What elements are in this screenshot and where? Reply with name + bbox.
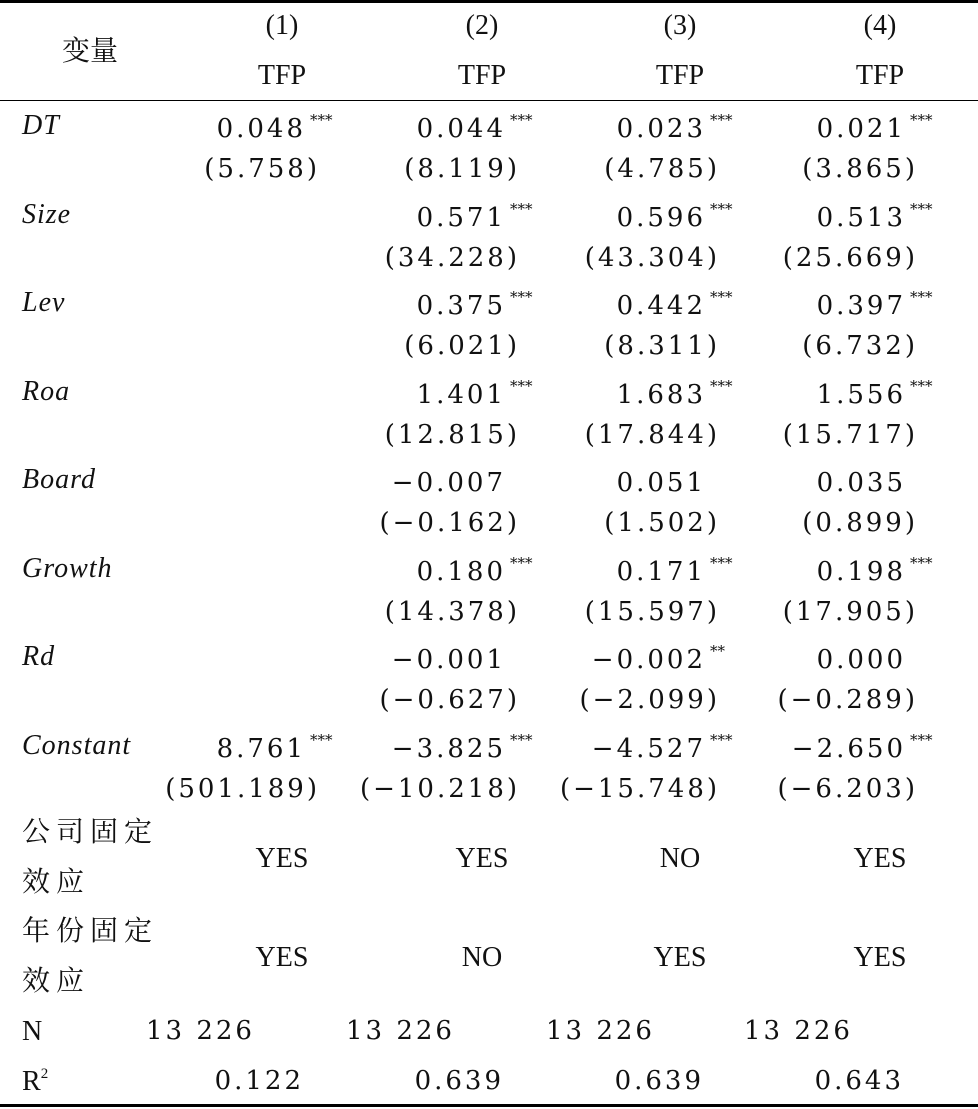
coefficient: −0.007 — [391, 468, 506, 498]
t-statistic: (−0.162) — [379, 508, 520, 538]
header-col-number: (2) — [465, 10, 499, 41]
t-statistic: (15.597) — [584, 597, 720, 627]
significance-stars: *** — [910, 200, 933, 218]
significance-stars: *** — [310, 111, 333, 129]
fixed-effect-value: YES — [255, 843, 309, 874]
significance-stars: *** — [710, 111, 733, 129]
t-statistic: (−6.203) — [777, 774, 918, 804]
coefficient: 0.198 *** — [816, 554, 933, 587]
t-statistic: (6.021) — [404, 331, 520, 361]
fixed-effect-value: YES — [455, 843, 509, 874]
table-bottom-rule — [0, 1104, 978, 1107]
r2-value: 0.122 — [214, 1066, 304, 1096]
r2-label: $R^2$ — [22, 1066, 49, 1097]
header-variable-label: 变量 — [61, 36, 119, 67]
significance-stars: *** — [710, 731, 733, 749]
significance-stars: *** — [710, 377, 733, 395]
fixed-effect-value: YES — [255, 942, 309, 973]
t-statistic: (8.119) — [404, 154, 520, 184]
t-statistic: (17.844) — [584, 420, 720, 450]
coefficient: 0.048 *** — [216, 111, 333, 144]
significance-stars: *** — [510, 377, 533, 395]
header-col-dep: TFP — [655, 60, 705, 91]
coefficient: −0.002 ** — [591, 642, 725, 675]
coefficient: 0.513 *** — [816, 200, 933, 233]
variable-name: Size — [22, 199, 72, 230]
t-statistic: (14.378) — [384, 597, 520, 627]
fixed-effect-label-cont: 效应 — [22, 865, 91, 898]
significance-stars: *** — [510, 111, 533, 129]
significance-stars: *** — [510, 731, 533, 749]
t-statistic: (25.669) — [782, 243, 918, 273]
n-value: 13 226 — [744, 1016, 853, 1046]
t-statistic: (8.311) — [604, 331, 720, 361]
t-statistic: (0.899) — [802, 508, 918, 538]
coefficient: −0.001 — [391, 645, 506, 675]
significance-stars: *** — [710, 288, 733, 306]
variable-name: Growth — [22, 553, 113, 584]
coefficient: 0.021 *** — [816, 111, 933, 144]
t-statistic: (17.905) — [782, 597, 918, 627]
fixed-effect-value: YES — [853, 942, 907, 973]
t-statistic: (34.228) — [384, 243, 520, 273]
coefficient: 8.761 *** — [216, 731, 333, 764]
coefficient: 1.401 *** — [416, 377, 533, 410]
t-statistic: (−0.627) — [379, 685, 520, 715]
significance-stars: *** — [710, 200, 733, 218]
variable-name: Board — [22, 464, 96, 495]
header-col-dep: TFP — [457, 60, 507, 91]
t-statistic: (1.502) — [604, 508, 720, 538]
significance-stars: *** — [910, 731, 933, 749]
fixed-effect-label: 年份固定 — [22, 914, 159, 947]
coefficient: 0.180 *** — [416, 554, 533, 587]
header-col-number: (1) — [265, 10, 299, 41]
significance-stars: *** — [310, 731, 333, 749]
t-statistic: (43.304) — [584, 243, 720, 273]
coefficient: 0.023 *** — [616, 111, 733, 144]
n-label: N — [22, 1016, 43, 1047]
r2-value: 0.639 — [614, 1066, 704, 1096]
significance-stars: *** — [910, 111, 933, 129]
coefficient: 0.442 *** — [616, 288, 733, 321]
t-statistic: (3.865) — [802, 154, 918, 184]
variable-name: Rd — [22, 641, 56, 672]
t-statistic: (−15.748) — [559, 774, 720, 804]
coefficient: 0.000 — [816, 645, 906, 675]
coefficient: 1.556 *** — [816, 377, 933, 410]
coefficient: 1.683 *** — [616, 377, 733, 410]
coefficient: 0.044 *** — [416, 111, 533, 144]
coefficient: 0.051 — [616, 468, 706, 498]
t-statistic: (6.732) — [802, 331, 918, 361]
variable-name: Roa — [22, 376, 71, 407]
coefficient: 0.571 *** — [416, 200, 533, 233]
significance-stars: ** — [710, 642, 725, 660]
coefficient: −2.650 *** — [791, 731, 933, 764]
t-statistic: (−0.289) — [777, 685, 918, 715]
t-statistic: (−10.218) — [359, 774, 520, 804]
fixed-effect-value: YES — [653, 942, 707, 973]
n-value: 13 226 — [346, 1016, 455, 1046]
t-statistic: (5.758) — [204, 154, 320, 184]
n-value: 13 226 — [546, 1016, 655, 1046]
variable-name: Lev — [22, 287, 66, 318]
significance-stars: *** — [510, 200, 533, 218]
header-col-dep: TFP — [855, 60, 905, 91]
fixed-effect-label: 公司固定 — [22, 815, 159, 848]
r2-value: 0.643 — [814, 1066, 904, 1096]
t-statistic: (15.717) — [782, 420, 918, 450]
coefficient: 0.035 — [816, 468, 906, 498]
variable-name: Constant — [22, 730, 132, 761]
fixed-effect-value: YES — [853, 843, 907, 874]
coefficient: 0.375 *** — [416, 288, 533, 321]
coefficient: 0.171 *** — [616, 554, 733, 587]
coefficient: −4.527 *** — [591, 731, 733, 764]
header-col-dep: TFP — [257, 60, 307, 91]
fixed-effect-value: NO — [659, 843, 701, 874]
header-col-number: (3) — [663, 10, 697, 41]
t-statistic: (12.815) — [384, 420, 520, 450]
significance-stars: *** — [510, 554, 533, 572]
coefficient: 0.596 *** — [616, 200, 733, 233]
coefficient: 0.397 *** — [816, 288, 933, 321]
significance-stars: *** — [710, 554, 733, 572]
table-top-rule — [0, 0, 978, 3]
t-statistic: (4.785) — [604, 154, 720, 184]
coefficient: −3.825 *** — [391, 731, 533, 764]
significance-stars: *** — [910, 377, 933, 395]
table-header-rule — [0, 100, 978, 101]
t-statistic: (501.189) — [165, 774, 320, 804]
fixed-effect-label-cont: 效应 — [22, 964, 91, 997]
n-value: 13 226 — [146, 1016, 255, 1046]
fixed-effect-value: NO — [461, 942, 503, 973]
t-statistic: (−2.099) — [579, 685, 720, 715]
r2-value: 0.639 — [414, 1066, 504, 1096]
significance-stars: *** — [910, 288, 933, 306]
significance-stars: *** — [910, 554, 933, 572]
significance-stars: *** — [510, 288, 533, 306]
header-col-number: (4) — [863, 10, 897, 41]
r2-superscript: 2 — [40, 1066, 49, 1082]
variable-name: DT — [22, 110, 60, 141]
